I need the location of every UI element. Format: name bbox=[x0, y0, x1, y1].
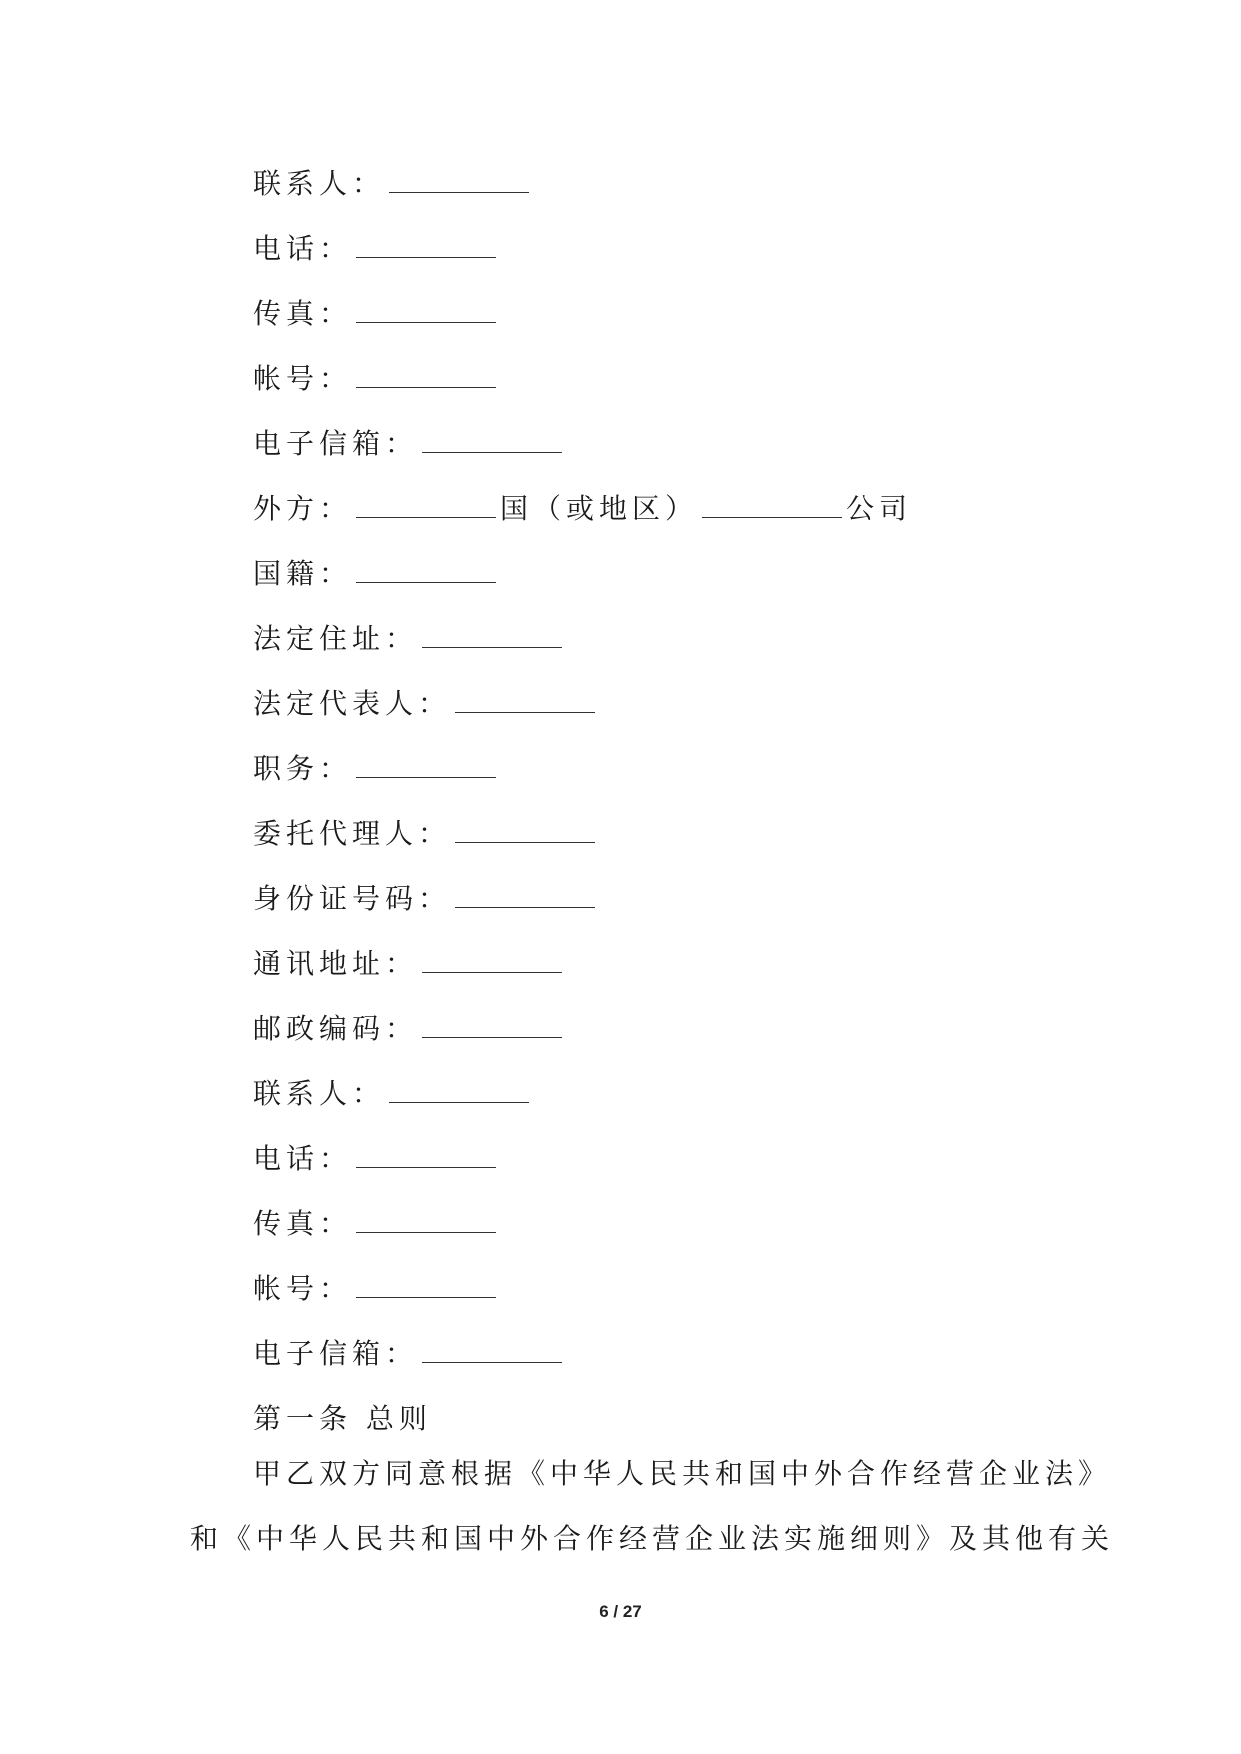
field-fax bbox=[253, 290, 1153, 355]
field-label: 电话： bbox=[253, 1142, 353, 1175]
field-id-number bbox=[253, 875, 1153, 940]
field-authorized-agent bbox=[253, 810, 1153, 875]
field-phone bbox=[253, 1135, 1153, 1200]
blank-line bbox=[356, 552, 496, 583]
field-contact-person bbox=[253, 1070, 1153, 1135]
paragraph-line: 和《中华人民共和国中外合作经营企业法实施细则》及其他有关 bbox=[190, 1522, 1115, 1555]
blank-line bbox=[356, 1267, 496, 1298]
blank-line bbox=[422, 1332, 562, 1363]
blank-line bbox=[356, 357, 496, 388]
blank-line bbox=[455, 877, 595, 908]
blank-line bbox=[389, 162, 529, 193]
blank-line bbox=[356, 227, 496, 258]
blank-line bbox=[422, 1007, 562, 1038]
field-legal-address bbox=[253, 615, 1153, 680]
section-heading: 第一条 总则 bbox=[253, 1402, 432, 1435]
page-number: 6 / 27 bbox=[599, 1602, 642, 1621]
field-label: 帐号： bbox=[253, 362, 353, 395]
field-mailing-address bbox=[253, 940, 1153, 1005]
blank-line bbox=[356, 747, 496, 778]
field-label: 帐号： bbox=[253, 1272, 353, 1305]
blank-line bbox=[422, 617, 562, 648]
blank-line bbox=[356, 292, 496, 323]
field-email bbox=[253, 1330, 1153, 1395]
blank-line bbox=[356, 487, 496, 518]
blank-line bbox=[455, 682, 595, 713]
field-label: 委托代理人： bbox=[253, 817, 452, 850]
blank-line bbox=[389, 1072, 529, 1103]
field-label: 职务： bbox=[253, 752, 353, 785]
field-label: 邮政编码： bbox=[253, 1012, 419, 1045]
field-label: 电子信箱： bbox=[253, 427, 419, 460]
field-email bbox=[253, 420, 1153, 485]
field-position bbox=[253, 745, 1153, 810]
blank-line bbox=[356, 1137, 496, 1168]
field-label: 电话： bbox=[253, 232, 353, 265]
blank-line bbox=[455, 812, 595, 843]
field-label: 国籍： bbox=[253, 557, 353, 590]
field-label: 身份证号码： bbox=[253, 882, 452, 915]
field-account bbox=[253, 1265, 1153, 1330]
field-label: 传真： bbox=[253, 297, 353, 330]
blank-line bbox=[702, 487, 842, 518]
field-label: 法定代表人： bbox=[253, 687, 452, 720]
field-account bbox=[253, 355, 1153, 420]
field-label: 联系人： bbox=[253, 167, 386, 200]
field-label: 法定住址： bbox=[253, 622, 419, 655]
party-info-fields bbox=[253, 160, 1153, 1460]
field-phone bbox=[253, 225, 1153, 290]
section-paragraph bbox=[190, 1450, 1115, 1580]
paragraph-line: 甲乙双方同意根据《中华人民共和国中外合作经营企业法》 bbox=[253, 1457, 1112, 1490]
field-nationality bbox=[253, 550, 1153, 615]
blank-line bbox=[356, 1202, 496, 1233]
field-label: 外方： bbox=[253, 492, 353, 525]
blank-line bbox=[422, 422, 562, 453]
field-label: 联系人： bbox=[253, 1077, 386, 1110]
field-tail-text: 公司 bbox=[846, 492, 913, 525]
field-fax bbox=[253, 1200, 1153, 1265]
field-label: 通讯地址： bbox=[253, 947, 419, 980]
field-label: 传真： bbox=[253, 1207, 353, 1240]
field-postal-code bbox=[253, 1005, 1153, 1070]
field-foreign-party bbox=[253, 485, 1153, 550]
blank-line bbox=[422, 942, 562, 973]
field-label: 电子信箱： bbox=[253, 1337, 419, 1370]
field-mid-text: 国（或地区） bbox=[500, 492, 699, 525]
field-contact-person bbox=[253, 160, 1153, 225]
field-legal-representative bbox=[253, 680, 1153, 745]
